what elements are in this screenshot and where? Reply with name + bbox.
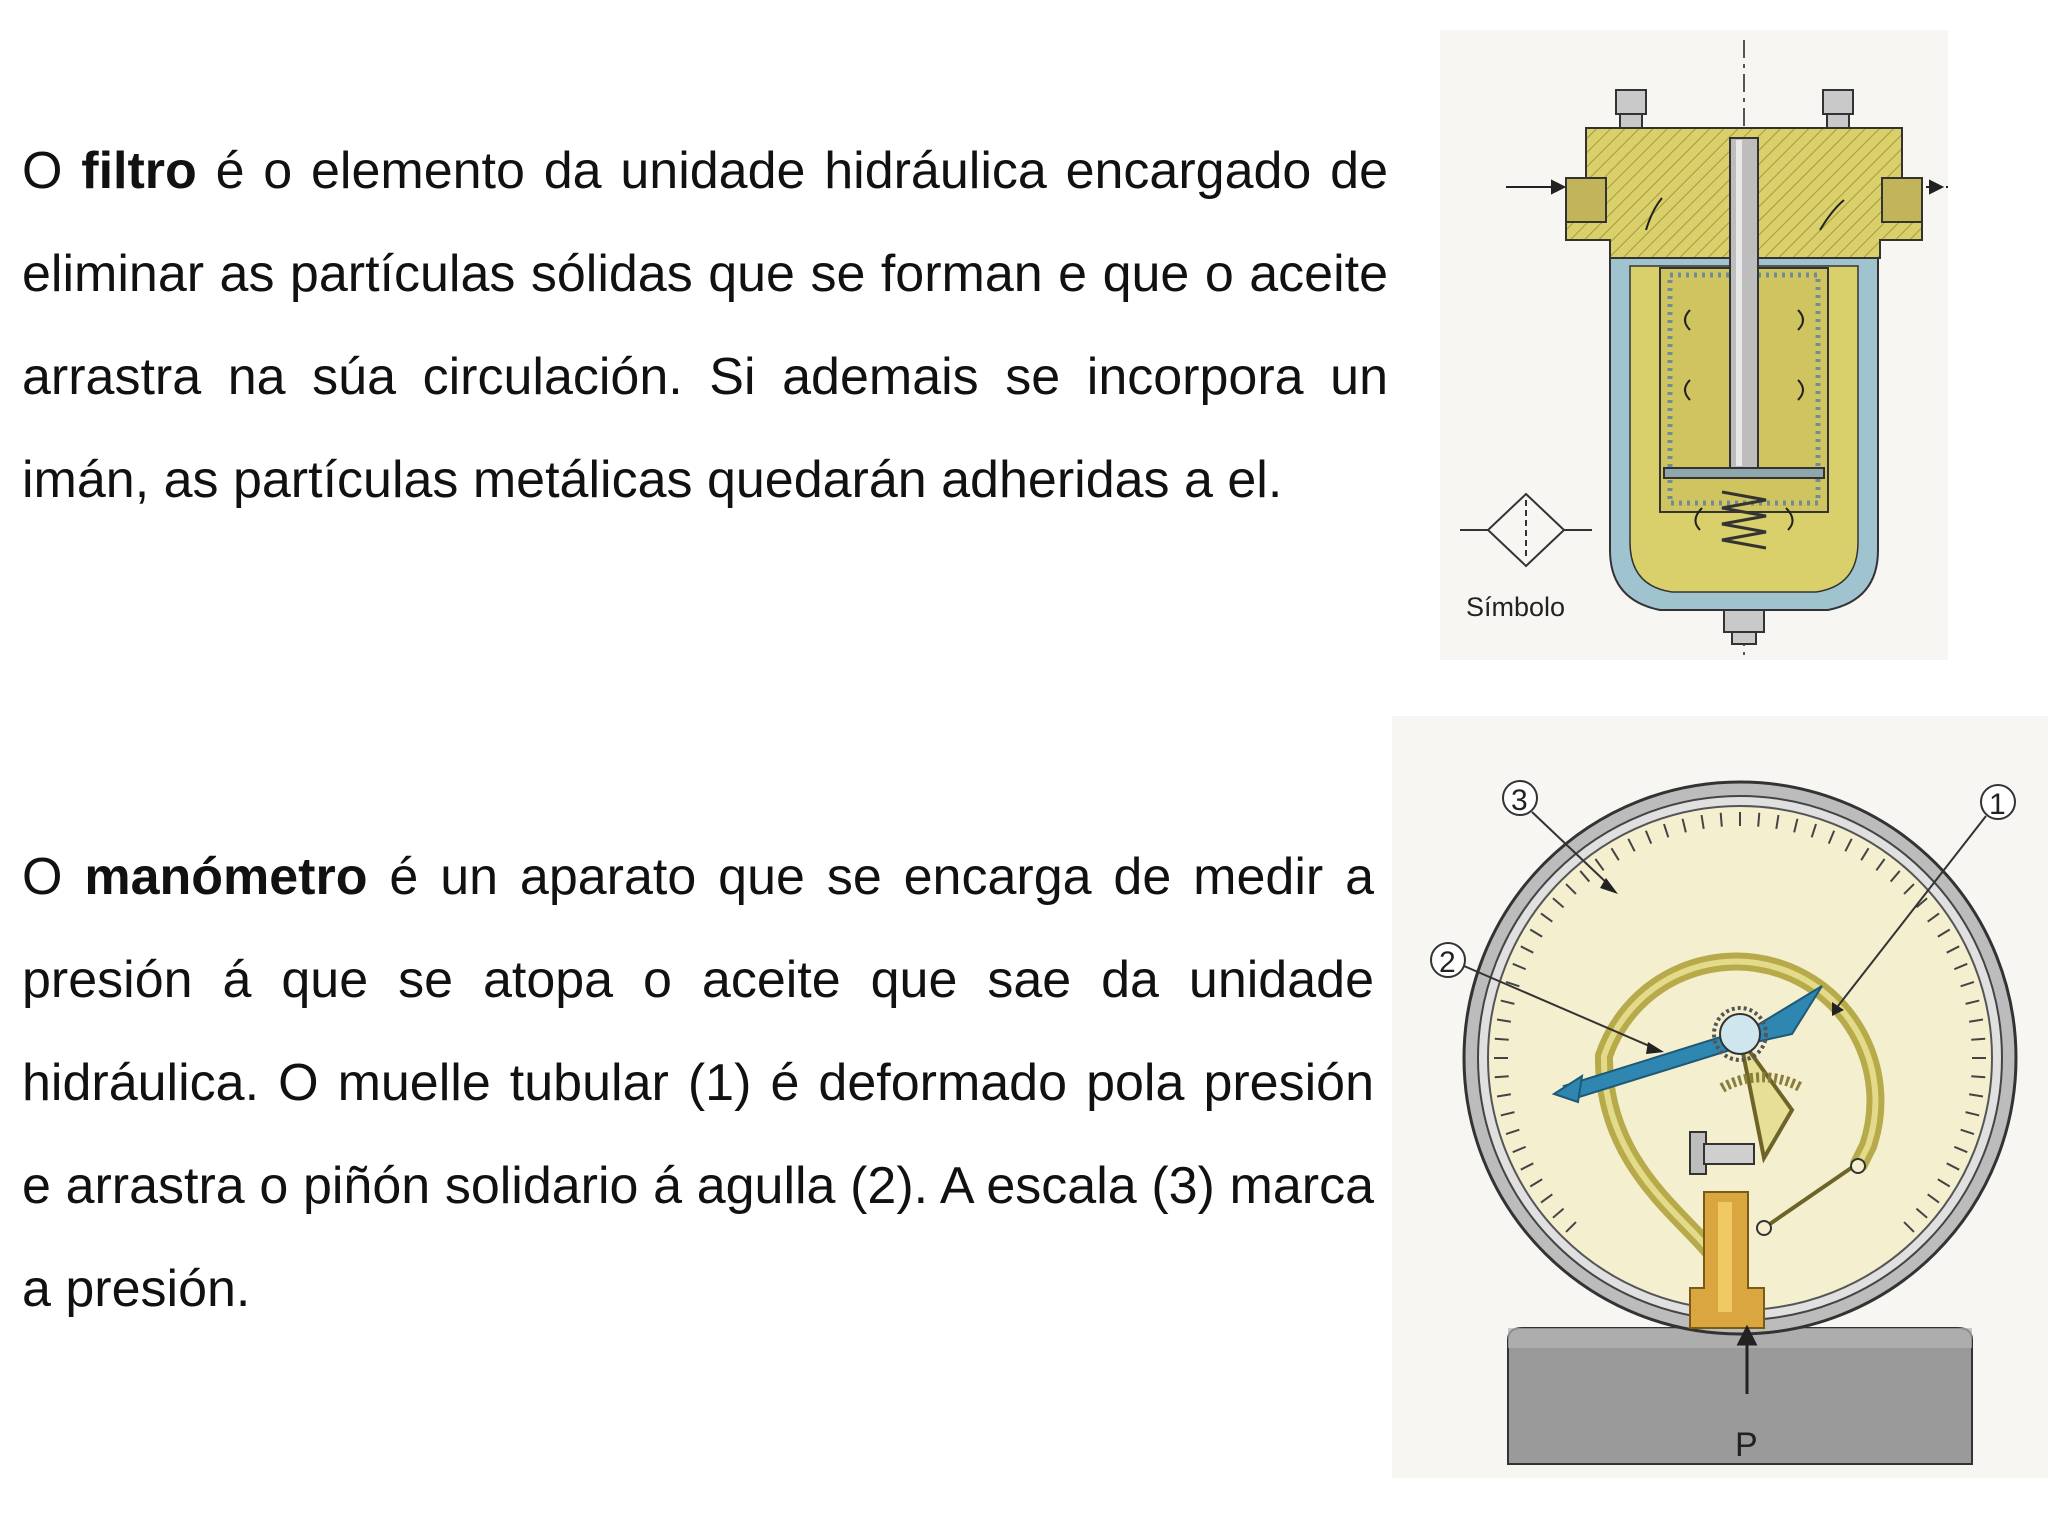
- gauge-term: manómetro: [84, 848, 368, 906]
- filter-illustration: [1440, 30, 1948, 660]
- scale-tick: [1495, 1039, 1509, 1040]
- symbol-label: Símbolo: [1466, 592, 1566, 622]
- gauge-lead: O: [22, 848, 85, 906]
- scale-tick: [1721, 813, 1722, 827]
- filter-term: filtro: [81, 142, 197, 200]
- scale-tick: [1495, 1076, 1509, 1077]
- scale-tick: [1758, 813, 1759, 827]
- gauge-paragraph: [22, 826, 1374, 1341]
- scale-tick: [1971, 1039, 1985, 1040]
- pinion: [1720, 1014, 1760, 1054]
- filter-lead: O: [22, 142, 82, 200]
- drain-plug: [1724, 610, 1764, 632]
- scale-tick: [1971, 1076, 1985, 1077]
- pressure-label: P: [1735, 1426, 1758, 1464]
- svg-text:3: 3: [1511, 784, 1528, 817]
- gauge-illustration: [1392, 716, 2048, 1478]
- svg-text:1: 1: [1989, 788, 2006, 821]
- filter-body: é o elemento da unidade hidráulica encargado de eliminar as partículas sólidas que se forman e que o aceite arrastra na súa circulación. Si ademais se incorpora un imán, as partículas metálicas quedarán adheridas a el.: [22, 142, 1388, 509]
- gauge-body: é un aparato que se encarga de medir a presión á que se atopa o aceite que sae da unidade hidráulica. O muelle tubular (1) é deformado pola presión e arrastra o piñón solidario á agulla (2). A escala (3) marca a presión.: [22, 848, 1374, 1318]
- filter-paragraph: [22, 120, 1388, 532]
- central-rod: [1730, 138, 1758, 468]
- svg-text:2: 2: [1439, 946, 1456, 979]
